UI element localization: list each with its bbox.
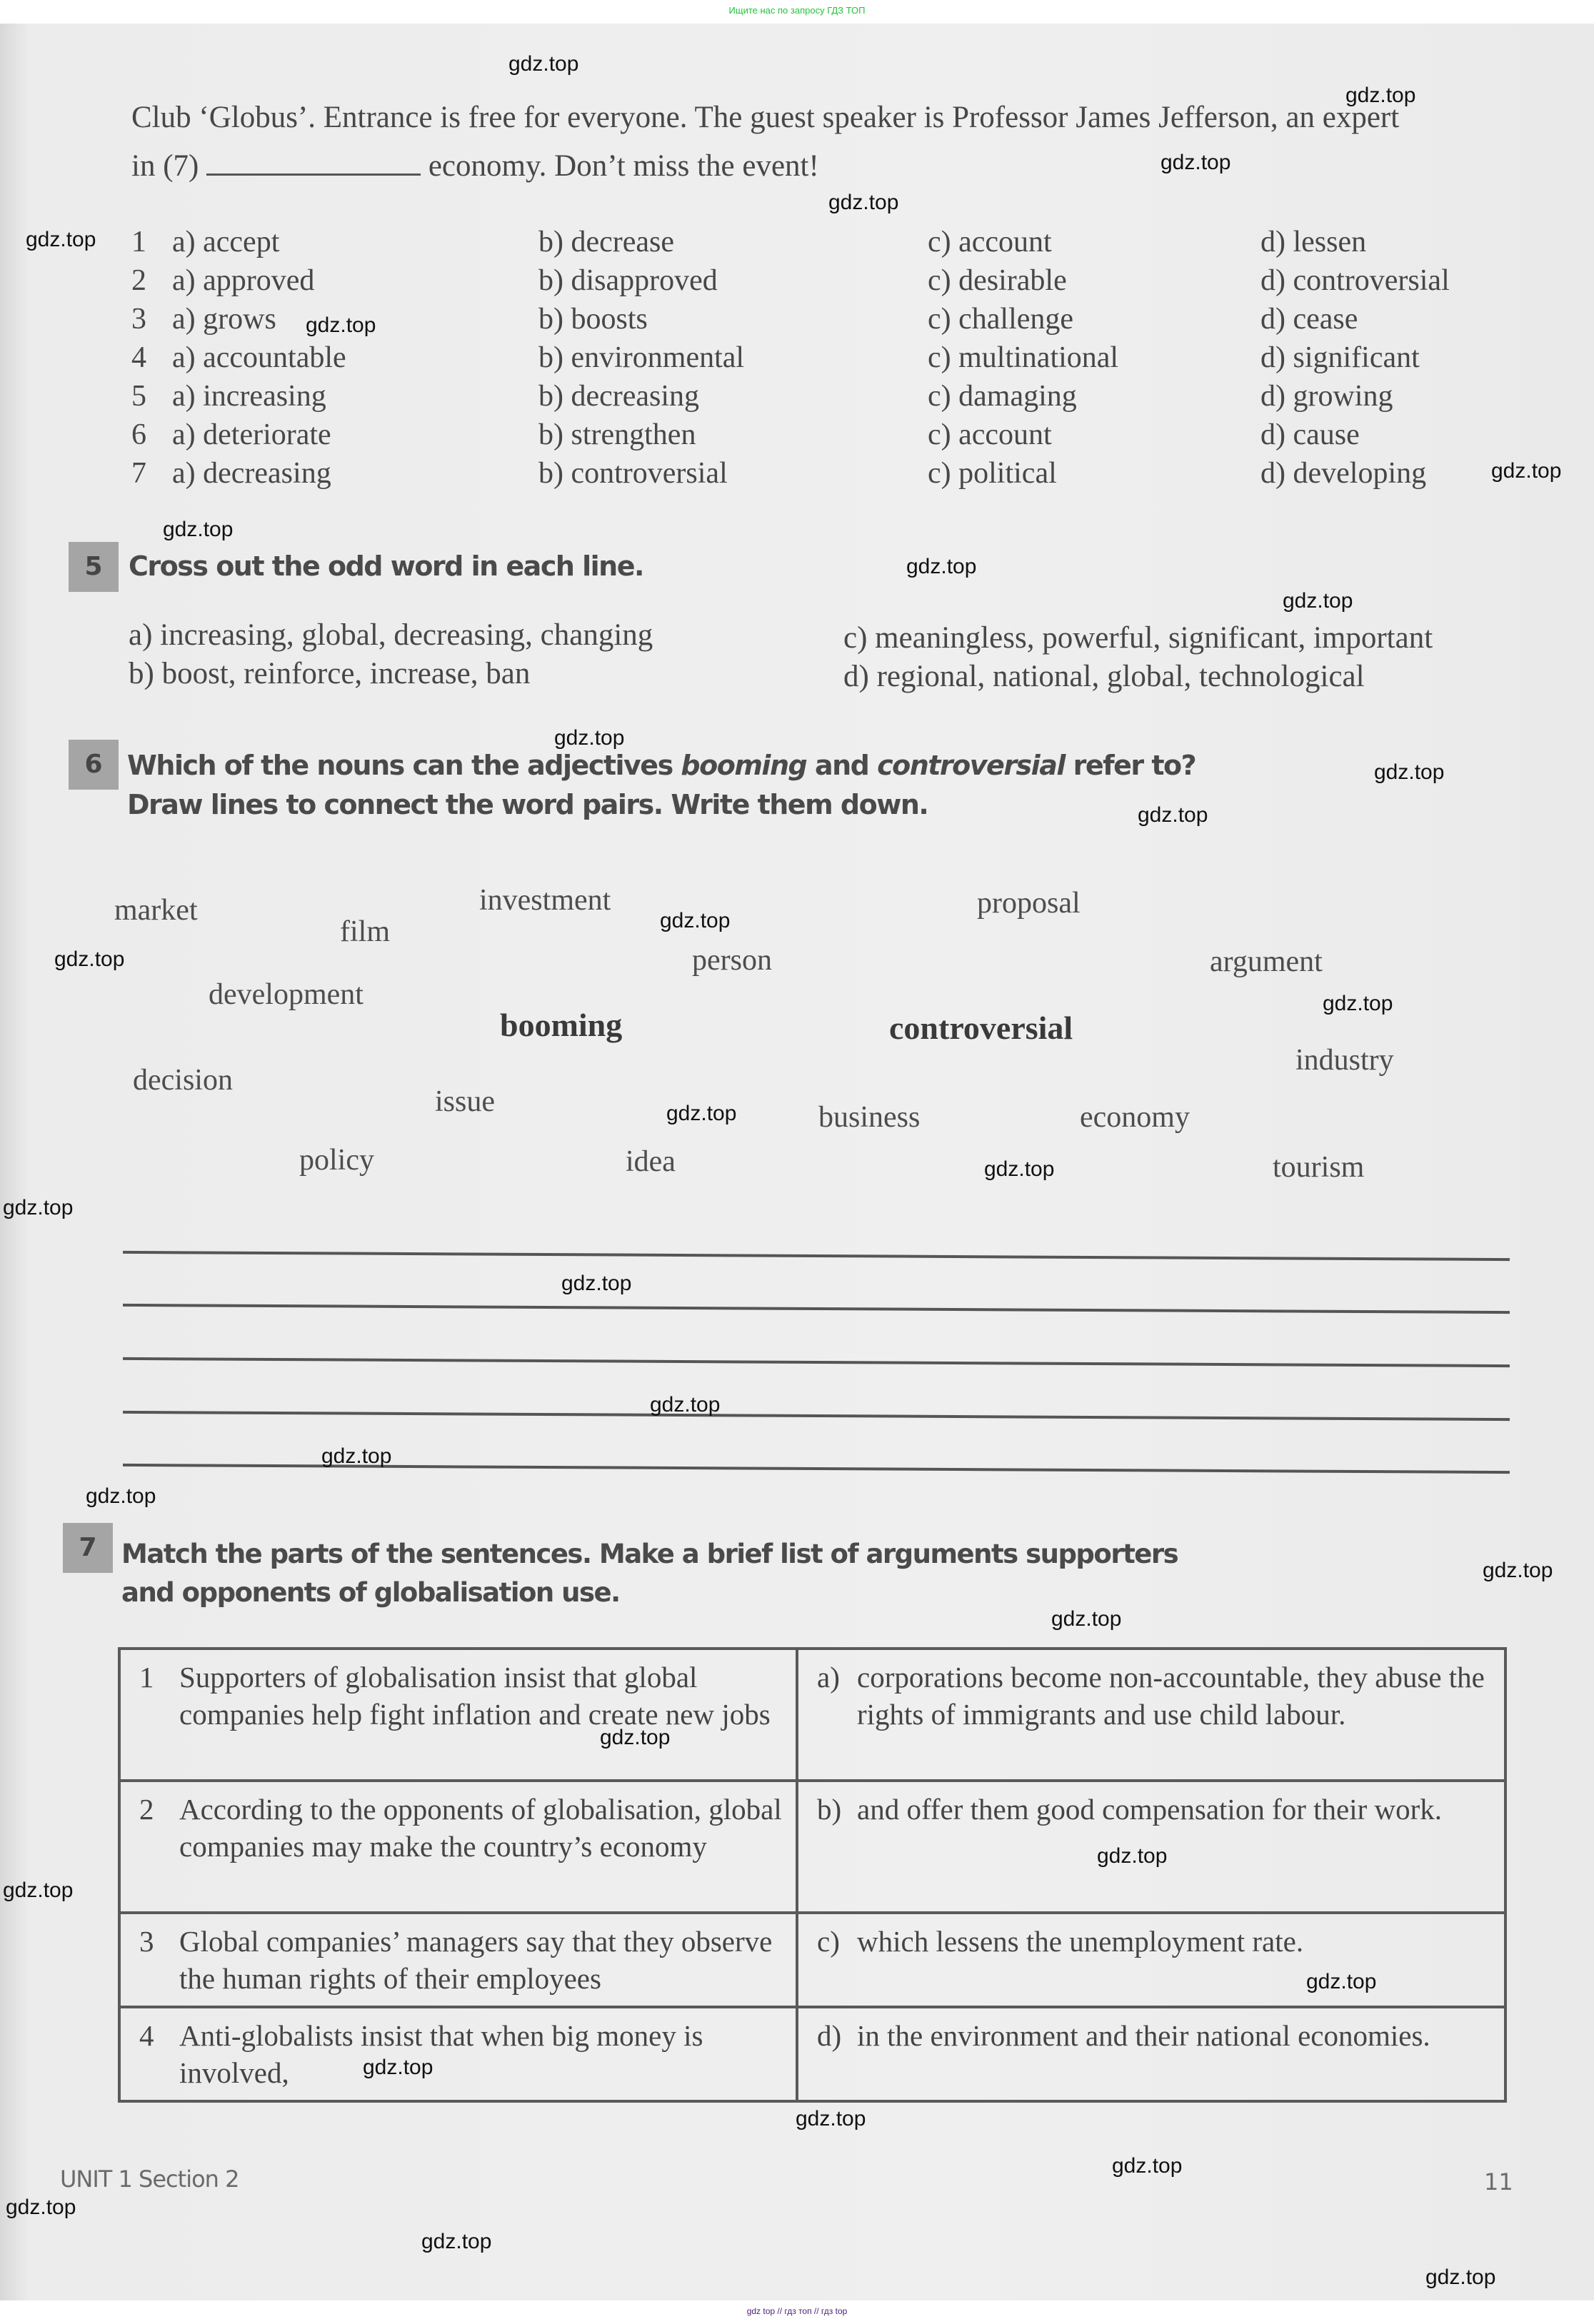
watermark: gdz.top — [508, 52, 579, 76]
watermark: gdz.top — [650, 1393, 721, 1417]
option-number: 1 — [131, 226, 146, 258]
option-d[interactable]: d) lessen — [1260, 226, 1367, 258]
option-d[interactable]: d) growing — [1260, 380, 1393, 413]
option-d[interactable]: d) significant — [1260, 341, 1420, 374]
option-b[interactable]: b) disapproved — [538, 264, 718, 297]
option-b[interactable]: b) decreasing — [538, 380, 700, 413]
noun-film[interactable]: film — [340, 915, 390, 948]
exercise-6-title-line-1 — [127, 750, 1196, 781]
option-c[interactable]: c) desirable — [928, 264, 1067, 297]
title-text: Which of the nouns can the adjectives — [127, 750, 681, 781]
option-a[interactable]: a) accept — [172, 226, 280, 258]
option-a[interactable]: a) approved — [172, 264, 315, 297]
matching-table — [118, 1647, 1507, 2103]
intro-line-2-start: in (7) — [131, 149, 199, 183]
watermark: gdz.top — [1051, 1607, 1122, 1631]
watermark: gdz.top — [1161, 151, 1231, 174]
sentence-end-a[interactable] — [797, 1649, 1505, 1781]
sentence-number: 4 — [139, 2019, 154, 2052]
noun-idea[interactable]: idea — [626, 1145, 676, 1178]
adjective-controversial[interactable]: controversial — [889, 1010, 1073, 1046]
option-b[interactable]: b) controversial — [538, 457, 728, 490]
odd-word-line-a[interactable]: a) increasing, global, decreasing, changing — [129, 618, 653, 652]
table-row — [119, 2007, 1505, 2101]
watermark: gdz.top — [363, 2056, 433, 2079]
watermark: gdz.top — [1345, 84, 1416, 107]
watermark: gdz.top — [906, 555, 977, 578]
option-a[interactable]: a) decreasing — [172, 457, 331, 490]
exercise-7-title-line-1: Match the parts of the sentences. Make a brief list of arguments supporters — [121, 1539, 1178, 1569]
watermark: gdz.top — [554, 726, 625, 750]
option-number: 4 — [131, 341, 146, 374]
noun-proposal[interactable]: proposal — [977, 887, 1081, 920]
exercise-number-badge: 6 — [69, 740, 119, 790]
title-text: and — [806, 750, 878, 781]
option-a[interactable]: a) accountable — [172, 341, 346, 374]
option-b[interactable]: b) environmental — [538, 341, 745, 374]
title-emphasis-controversial: controversial — [877, 750, 1065, 781]
watermark: gdz.top — [660, 909, 731, 932]
watermark: gdz.top — [1323, 992, 1393, 1015]
noun-industry[interactable]: industry — [1295, 1044, 1394, 1077]
watermark: gdz.top — [1483, 1559, 1553, 1582]
watermark: gdz.top — [6, 2195, 76, 2219]
noun-tourism[interactable]: tourism — [1273, 1151, 1365, 1184]
sentence-letter: d) — [817, 2019, 842, 2052]
sentence-text: Anti-globalists insist that when big money is involved, — [179, 2019, 703, 2089]
option-row — [0, 418, 1594, 456]
watermark: gdz.top — [1425, 2265, 1496, 2289]
top-banner — [0, 0, 1594, 23]
sentence-start-1[interactable] — [119, 1649, 797, 1781]
page-number: 11 — [1484, 2168, 1513, 2195]
watermark: gdz.top — [828, 191, 899, 214]
watermark: gdz.top — [1283, 589, 1353, 613]
sentence-text: Global companies’ managers say that they observe the human rights of their employees — [179, 1925, 773, 1995]
watermark: gdz.top — [600, 1726, 671, 1749]
option-row — [0, 379, 1594, 418]
option-number: 5 — [131, 380, 146, 413]
watermark: gdz.top — [54, 947, 125, 971]
noun-market[interactable]: market — [114, 894, 198, 927]
sentence-text: and offer them good compensation for their work. — [857, 1793, 1443, 1826]
watermark: gdz.top — [796, 2107, 866, 2131]
sentence-start-2[interactable] — [119, 1781, 797, 1913]
exercise-7-title-line-2: and opponents of globalisation use. — [121, 1577, 620, 1608]
noun-business[interactable]: business — [818, 1101, 921, 1134]
watermark: gdz.top — [306, 313, 376, 337]
option-a[interactable]: a) grows — [172, 303, 276, 336]
title-text: refer to? — [1064, 750, 1196, 781]
option-c[interactable]: c) challenge — [928, 303, 1074, 336]
watermark: gdz.top — [666, 1102, 737, 1125]
answer-line[interactable] — [123, 1304, 1510, 1314]
option-c[interactable]: c) political — [928, 457, 1057, 490]
watermark: gdz.top — [421, 2230, 492, 2253]
option-d[interactable]: d) cease — [1260, 303, 1358, 336]
table-row — [119, 1649, 1505, 1781]
option-a[interactable]: a) deteriorate — [172, 418, 331, 451]
sentence-number: 2 — [139, 1793, 154, 1826]
watermark: gdz.top — [1138, 803, 1208, 827]
option-a[interactable]: a) increasing — [172, 380, 326, 413]
option-c[interactable]: c) multinational — [928, 341, 1119, 374]
option-row — [0, 456, 1594, 495]
noun-argument[interactable]: argument — [1210, 945, 1323, 978]
noun-person[interactable]: person — [692, 944, 772, 977]
table-row — [119, 1913, 1505, 2007]
bottom-banner — [0, 2300, 1594, 2324]
noun-policy[interactable]: policy — [299, 1144, 374, 1177]
option-b[interactable]: b) decrease — [538, 226, 675, 258]
sentence-letter: a) — [817, 1661, 840, 1694]
option-c[interactable]: c) damaging — [928, 380, 1077, 413]
sentence-letter: c) — [817, 1925, 840, 1958]
answer-blank-7[interactable] — [206, 166, 421, 176]
option-row — [0, 302, 1594, 341]
sentence-text: corporations become non-accountable, they abuse the rights of immigrants and use child labour. — [857, 1661, 1485, 1731]
noun-issue[interactable]: issue — [435, 1085, 495, 1118]
odd-word-line-d[interactable]: d) regional, national, global, technological — [843, 660, 1365, 693]
watermark: gdz.top — [561, 1272, 632, 1295]
noun-economy[interactable]: economy — [1080, 1101, 1190, 1134]
table-row — [119, 1781, 1505, 1913]
sentence-end-c[interactable] — [797, 1913, 1505, 2007]
exercise-number-badge: 5 — [69, 542, 119, 592]
exercise-6-title-line-2: Draw lines to connect the word pairs. Write them down. — [127, 789, 928, 820]
intro-line-2-end: economy. Don’t miss the event! — [428, 149, 819, 183]
watermark: gdz.top — [1097, 1844, 1168, 1868]
watermark: gdz.top — [1491, 459, 1562, 483]
sentence-text: Supporters of globalisation insist that global companies help fight inflation and create new jobs — [179, 1661, 771, 1731]
watermark: gdz.top — [1374, 760, 1445, 784]
option-number: 3 — [131, 303, 146, 336]
option-number: 2 — [131, 264, 146, 297]
noun-development[interactable]: development — [209, 978, 364, 1011]
exercise-5-title: Cross out the odd word in each line. — [129, 550, 643, 582]
sentence-letter: b) — [817, 1793, 842, 1826]
option-row — [0, 341, 1594, 379]
sentence-start-4[interactable] — [119, 2007, 797, 2101]
option-number: 7 — [131, 457, 146, 490]
watermark: gdz.top — [1306, 1970, 1377, 1993]
option-d[interactable]: d) cause — [1260, 418, 1360, 451]
option-row — [0, 263, 1594, 302]
sentence-number: 3 — [139, 1925, 154, 1958]
sentence-start-3[interactable] — [119, 1913, 797, 2007]
option-c[interactable]: c) account — [928, 226, 1052, 258]
option-c[interactable]: c) account — [928, 418, 1052, 451]
answer-line[interactable] — [123, 1251, 1510, 1261]
exercise-number-badge: 7 — [63, 1523, 113, 1573]
intro-line-1: Club ‘Globus’. Entrance is free for everyone. The guest speaker is Professor James Jefferson, an expert — [131, 101, 1400, 134]
adjective-booming[interactable]: booming — [500, 1007, 623, 1043]
option-row — [0, 225, 1594, 263]
intro-line-2 — [131, 148, 819, 185]
noun-investment[interactable]: investment — [479, 884, 611, 917]
watermark: gdz.top — [3, 1878, 74, 1902]
option-b[interactable]: b) strengthen — [538, 418, 696, 451]
odd-word-line-b[interactable]: b) boost, reinforce, increase, ban — [129, 657, 531, 690]
top-banner-text: Ищите нас по запросу ГДЗ ТОП — [728, 5, 866, 16]
watermark: gdz.top — [86, 1484, 156, 1508]
sentence-number: 1 — [139, 1661, 154, 1694]
title-emphasis-booming: booming — [681, 750, 807, 781]
sentence-text: According to the opponents of globalisation, global companies may make the country’s economy — [179, 1793, 782, 1863]
sentence-text: which lessens the unemployment rate. — [857, 1925, 1304, 1958]
watermark: gdz.top — [163, 518, 234, 541]
watermark: gdz.top — [321, 1444, 392, 1468]
watermark: gdz.top — [1112, 2154, 1183, 2178]
watermark: gdz.top — [3, 1196, 74, 1219]
watermark: gdz.top — [984, 1157, 1055, 1181]
option-d[interactable]: d) controversial — [1260, 264, 1450, 297]
noun-decision[interactable]: decision — [133, 1064, 233, 1097]
sentence-text: in the environment and their national economies. — [857, 2019, 1430, 2052]
odd-word-line-c[interactable]: c) meaningless, powerful, significant, important — [843, 621, 1433, 655]
workbook-page — [0, 24, 1594, 2300]
option-d[interactable]: d) developing — [1260, 457, 1427, 490]
answer-line[interactable] — [123, 1411, 1510, 1421]
bottom-banner-text: gdz top // гдз топ // гдз top — [746, 2306, 848, 2316]
sentence-end-d[interactable] — [797, 2007, 1505, 2101]
option-number: 6 — [131, 418, 146, 451]
page-footer-section: UNIT 1 Section 2 — [60, 2165, 239, 2193]
option-b[interactable]: b) boosts — [538, 303, 648, 336]
watermark: gdz.top — [26, 228, 96, 251]
answer-line[interactable] — [123, 1357, 1510, 1367]
